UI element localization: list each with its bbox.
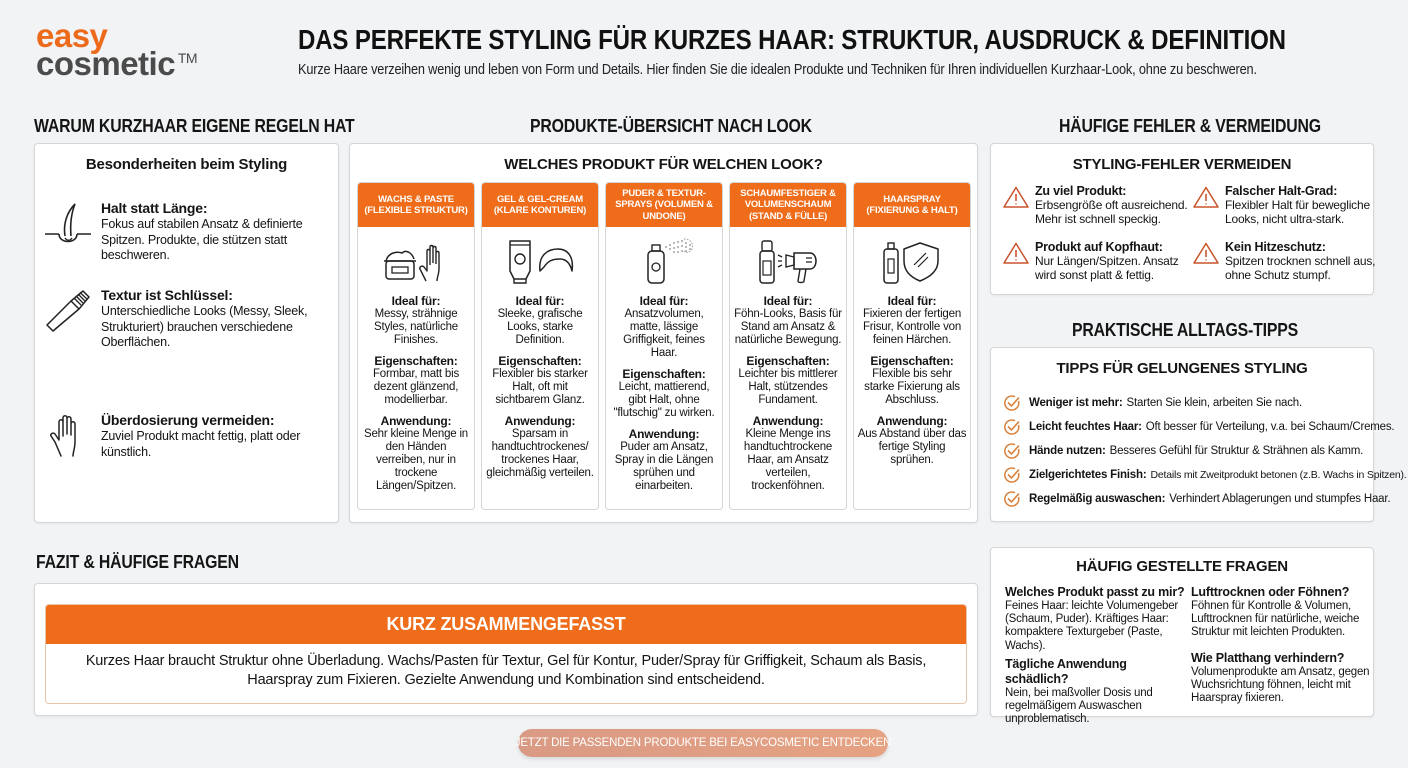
product-header: GEL & GEL-CREAM (KLARE KONTUREN)	[482, 183, 598, 227]
warning-icon	[1003, 242, 1029, 264]
summary-box	[45, 604, 967, 704]
check-circle-icon	[1003, 442, 1021, 460]
wax-jar-hand-icon	[380, 239, 452, 283]
warning-icon	[1003, 186, 1029, 208]
why-card	[34, 143, 339, 523]
summary-section-title: FAZIT & HÄUFIGE FRAGEN	[36, 552, 239, 572]
product-header: HAARSPRAY (FIXIERUNG & HALT)	[854, 183, 970, 227]
errors-card-title: STYLING-FEHLER VERMEIDEN	[1072, 156, 1292, 173]
tips-card	[990, 347, 1407, 522]
check-circle-icon	[1003, 418, 1021, 436]
comb-icon	[43, 287, 93, 333]
faq-item: Welches Produkt passt zu mir? Feines Haar: leichte Volumengeber (Schaum, Puder). Kräftiges Haar: kompaktere Texturgeber (Paste, Wachs).	[1005, 585, 1185, 652]
feature-text: Halt statt Länge: Fokus auf stabilen Ansatz & definierte Spitzen. Produkte, die stützen statt beschweren.	[101, 200, 303, 262]
product-body: Ideal für: Messy, strähnige Styles, natürliche Finishes. Eigenschaften: Formbar, matt bis dezent glänzend, modellierbar. Anwendung: Sehr kleine Menge in den Händen verreiben, nur in trockene Längen/Spitzen.	[363, 294, 469, 492]
logo-cosmetic: cosmetic TM	[36, 45, 198, 82]
check-circle-icon	[1003, 394, 1021, 412]
spray-can-mist-icon	[628, 237, 700, 285]
tips-card-title: TIPPS FÜR GELUNGENES STYLING	[1056, 360, 1308, 377]
page-subtitle: Kurze Haare verzeihen wenig und leben von Form und Details. Hier finden Sie die idealen Produkte und Techniken für Ihren individuellen Kurzhaar-Look, ohne zu beschweren.	[298, 62, 1257, 78]
faq-item: Wie Platthang verhindern? Volumenprodukte am Ansatz, gegen Wuchsrichtung föhnen, leicht mit Haarspray fixieren.	[1191, 651, 1370, 705]
gel-tube-hair-icon	[504, 237, 576, 285]
why-section-title: WARUM KURZHAAR EIGENE REGELN HAT	[34, 116, 355, 136]
brand-logo[interactable]	[36, 17, 198, 82]
hand-icon	[43, 412, 93, 458]
tips-section-title: PRAKTISCHE ALLTAGS-TIPPS	[1072, 320, 1299, 340]
errors-card: STYLING-FEHLER VERMEIDEN Zu viel Produkt: Erbsengröße oft ausreichend. Mehr ist schnell speckig. Falscher Halt-Grad: Flexibler Halt für bewegliche Looks, nicht ultra-stark. Produkt auf Kopfhaut: Nur Längen/Spitzen. Ansatz wird sonst platt & fettig. Kein Hitzeschutz: Spitzen trocknen schnell aus, ohne Schutz stumpf.	[990, 143, 1374, 295]
product-body: Ideal für: Ansatzvolumen, matte, lässige Griffigkeit, feines Haar. Eigenschaften: Leicht, mattierend, gibt Halt, ohne "flutschig" zu wirken. Anwendung: Puder am Ansatz, Spray in die Längen sprühen und einarbeiten.	[613, 294, 715, 492]
tip-item: Zielgerichtetes Finish: Details mit Zweitprodukt betonen (z.B. Wachs in Spitzen).	[1003, 465, 1407, 485]
product-header: PUDER & TEXTUR-SPRAYS (VOLUMEN & UNDONE)	[606, 183, 722, 227]
tip-item: Leicht feuchtes Haar: Oft besser für Verteilung, v.a. bei Schaum/Cremes.	[1003, 417, 1394, 437]
faq-item: Lufttrocknen oder Föhnen? Föhnen für Kontrolle & Volumen, Lufttrocknen für natürliche, weiche Struktur mit leichten Produkten.	[1191, 585, 1360, 639]
check-circle-icon	[1003, 466, 1021, 484]
why-card-title: Besonderheiten beim Styling	[85, 156, 288, 173]
hair-follicle-icon	[43, 200, 93, 246]
products-card-title: WELCHES PRODUKT FÜR WELCHEN LOOK?	[504, 156, 823, 173]
products-section-title: PRODUKTE-ÜBERSICHT NACH LOOK	[530, 116, 812, 136]
mousse-hairdryer-icon	[752, 237, 824, 285]
product-column-hairspray	[853, 182, 971, 510]
check-circle-icon	[1003, 490, 1021, 508]
logo-easy: easy	[36, 17, 108, 54]
product-column-gel	[481, 182, 599, 510]
warning-icon	[1193, 186, 1219, 208]
product-header: SCHAUMFESTIGER & VOLUMENSCHAUM (STAND & FÜLLE)	[730, 183, 846, 227]
feature-text: Überdosierung vermeiden: Zuviel Produkt macht fettig, platt oder künstlich.	[101, 412, 301, 459]
product-header: WACHS & PASTE (FLEXIBLE STRUKTUR)	[358, 183, 474, 227]
product-column-powder	[605, 182, 723, 510]
errors-section-title: HÄUFIGE FEHLER & VERMEIDUNG	[1059, 116, 1321, 136]
tip-item: Weniger ist mehr: Starten Sie klein, arbeiten Sie nach.	[1003, 393, 1302, 413]
product-body: Ideal für: Föhn-Looks, Basis für Stand am Ansatz & natürliche Bewegung. Eigenschaften: Leichter bis mittlerer Halt, stützendes Fundament. Anwendung: Kleine Menge ins handtuchtrockene Haar, am Ansatz verteilen, trockenföhnen.	[734, 294, 842, 492]
tip-item: Hände nutzen: Besseres Gefühl für Struktur & Strähnen als Kamm.	[1003, 441, 1363, 461]
summary-title: KURZ ZUSAMMENGEFASST	[46, 605, 966, 644]
discover-products-button[interactable]: JETZT DIE PASSENDEN PRODUKTE BEI EASYCOSMETIC ENTDECKEN	[518, 729, 888, 757]
product-column-mousse	[729, 182, 847, 510]
faq-item: Tägliche Anwendung schädlich? Nein, bei maßvoller Dosis und regelmäßigem Auswaschen unproblematisch.	[1005, 657, 1153, 726]
product-body: Ideal für: Fixieren der fertigen Frisur, Kontrolle von feinen Härchen. Eigenschaften: Flexible bis sehr starke Fixierung als Abschluss. Anwendung: Aus Abstand über das fertige Styling sprühen.	[857, 294, 967, 466]
warning-icon	[1193, 242, 1219, 264]
hairspray-shield-icon	[876, 237, 948, 285]
product-body: Ideal für: Sleeke, grafische Looks, starke Definition. Eigenschaften: Flexibler bis starker Halt, oft mit sichtbarem Glanz. Anwendung: Sparsam in handtuchtrockenes/ trockenes Haar, gleichmäßig verteilen.	[486, 294, 594, 479]
page-title: DAS PERFEKTE STYLING FÜR KURZES HAAR: STRUKTUR, AUSDRUCK & DEFINITION	[298, 24, 1286, 55]
trademark: TM	[177, 50, 198, 66]
feature-text: Textur ist Schlüssel: Unterschiedliche Looks (Messy, Sleek, Strukturiert) brauchen verschiedene Oberflächen.	[101, 287, 308, 349]
summary-card	[34, 583, 978, 716]
products-card	[349, 143, 978, 523]
faq-card	[990, 547, 1374, 726]
tip-item: Regelmäßig auswaschen: Verhindert Ablagerungen und stumpfes Haar.	[1003, 489, 1390, 509]
summary-text: Kurzes Haar braucht Struktur ohne Überladung. Wachs/Pasten für Textur, Gel für Kontur, Puder/Spray für Griffigkeit, Schaum als Basis, Haarspray zum Fixieren. Gezielte Anwendung und Kombination sind entscheidend.	[85, 653, 927, 688]
faq-card-title: HÄUFIG GESTELLTE FRAGEN	[1076, 558, 1288, 575]
product-column-wax	[357, 182, 475, 510]
